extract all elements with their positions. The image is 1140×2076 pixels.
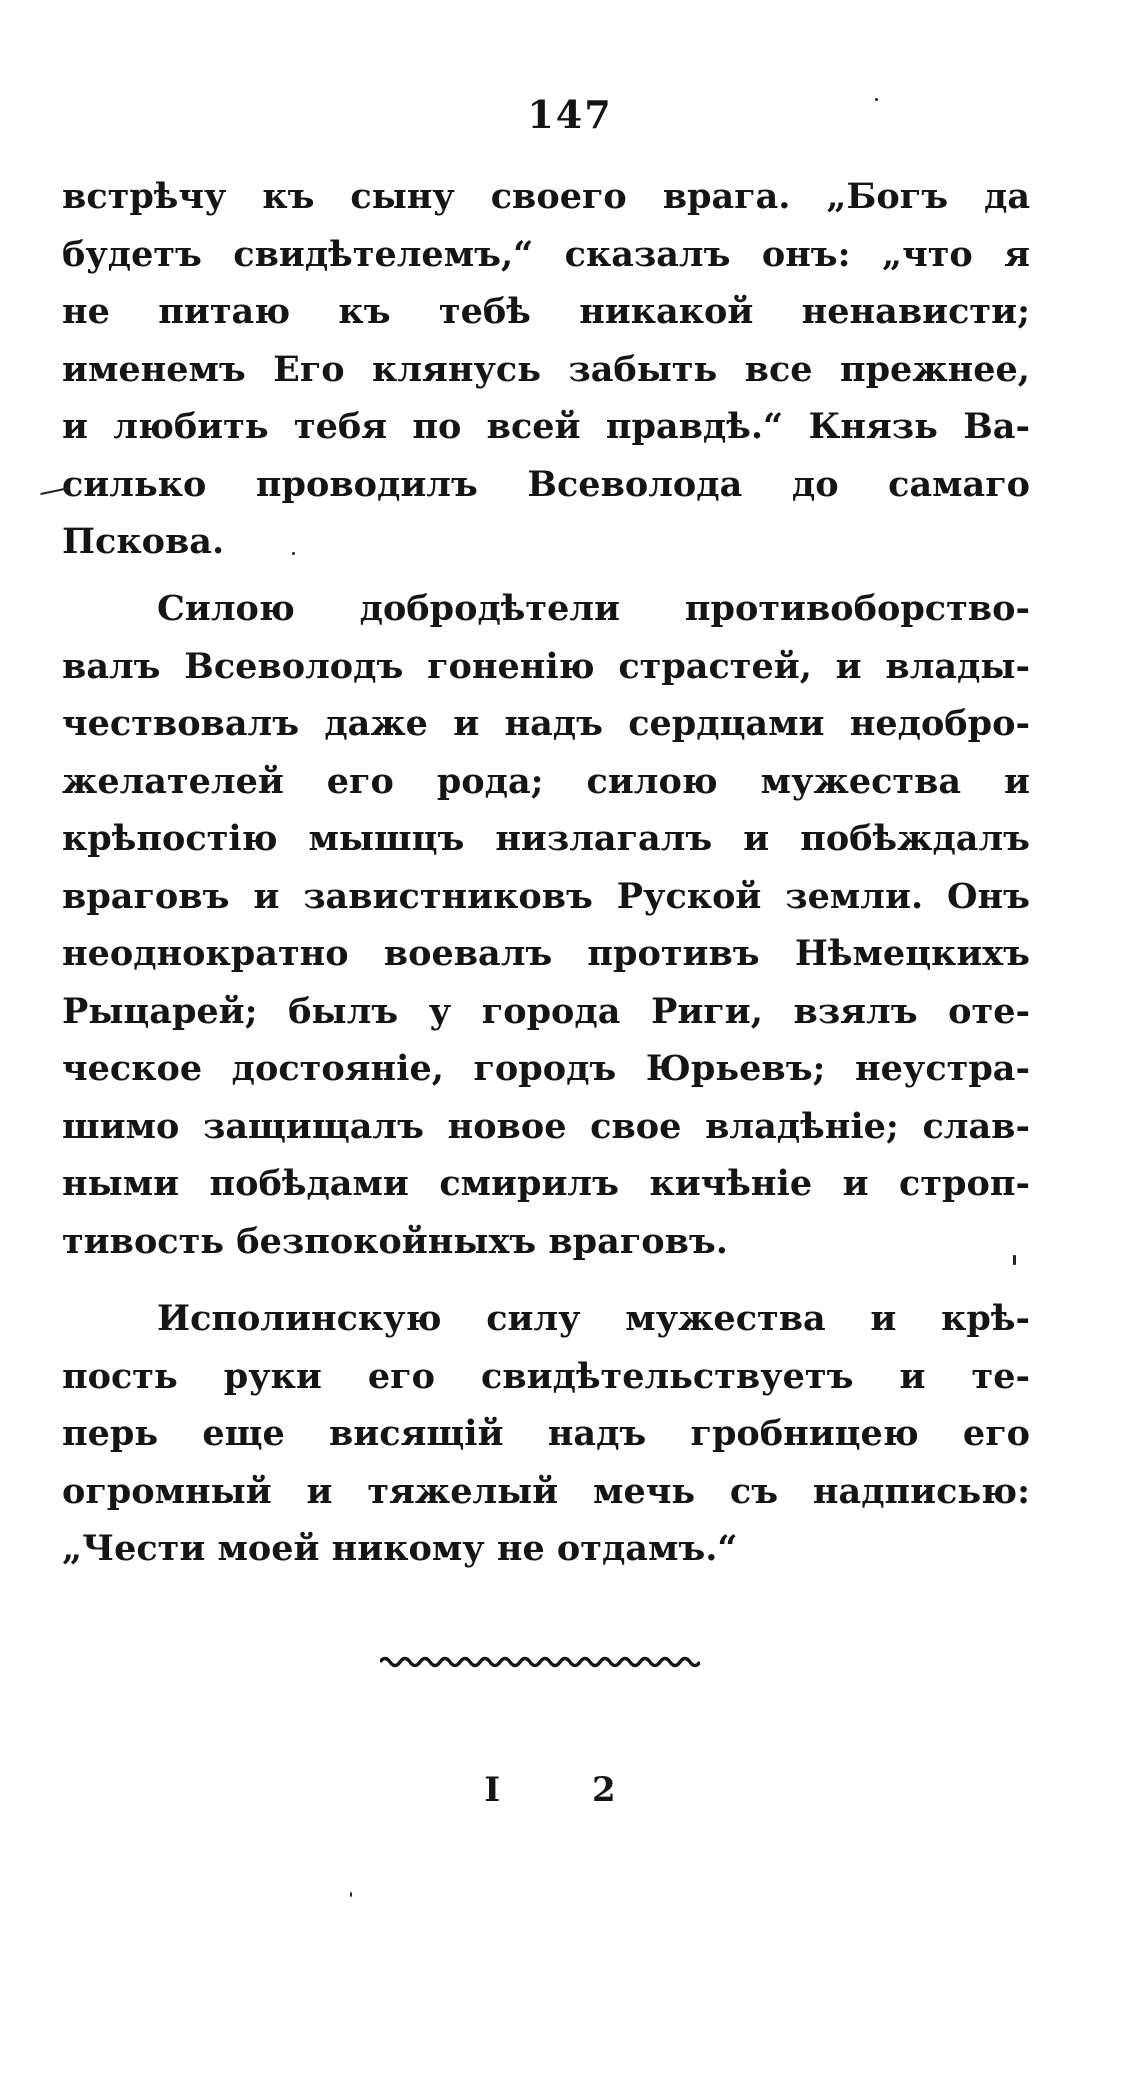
text-line: перь еще висящій надъ гробницею его xyxy=(62,1413,1030,1454)
text-line: и любить тебя по всей правдѣ.“ Князь Ва- xyxy=(62,406,1030,447)
ornamental-wavy-rule xyxy=(380,1655,700,1669)
page-number: 147 xyxy=(527,92,613,137)
text-line: Исполинскую силу мужества и крѣ- xyxy=(157,1298,1030,1339)
paragraph-2 xyxy=(62,580,1030,1270)
text-line: будетъ свидѣтелемъ,“ сказалъ онъ: „что я xyxy=(62,233,1030,275)
text-line: валъ Всеволодъ гоненію страстей, и влады- xyxy=(62,645,1030,687)
text-line: ными побѣдами смирилъ кичѣніе и строп- xyxy=(62,1163,1030,1204)
print-speck xyxy=(1013,1255,1016,1265)
text-line: именемъ Его клянусь забыть все прежнее, xyxy=(62,348,1030,390)
text-line: силько проводилъ Всеволода до самаго xyxy=(62,463,1030,505)
text-line: ческое достояніе, городъ Юрьевъ; неустра- xyxy=(62,1048,1030,1089)
print-speck xyxy=(350,1892,352,1897)
text-line: Пскова. xyxy=(62,521,225,562)
paragraph-1 xyxy=(62,168,1030,571)
text-line: крѣпостію мышцъ низлагалъ и побѣждалъ xyxy=(62,818,1030,859)
text-line: шимо защищалъ новое свое владѣніе; слав- xyxy=(62,1105,1030,1147)
text-line: враговъ и завистниковъ Руской земли. Онъ xyxy=(62,875,1030,917)
text-line: огромный и тяжелый мечь съ надписью: xyxy=(62,1470,1030,1512)
text-line: неоднократно воевалъ противъ Нѣмецкихъ xyxy=(62,933,1030,974)
text-line: встрѣчу къ сыну своего врага. „Богъ да xyxy=(62,176,1030,217)
text-line: желателей его рода; силою мужества и xyxy=(62,760,1030,802)
text-line: пость руки его свидѣтельствуетъ и те- xyxy=(62,1355,1030,1397)
text-line: не питаю къ тебѣ никакой ненависти; xyxy=(62,291,1030,332)
print-speck xyxy=(875,98,878,101)
text-line: Силою добродѣтели противоборство- xyxy=(157,588,1030,629)
signature-mark: I 2 xyxy=(484,1770,656,1810)
paragraph-3 xyxy=(62,1290,1030,1578)
text-line: чествовалъ даже и надъ сердцами недобро- xyxy=(62,703,1030,744)
text-line: тивость безпокойныхъ враговъ. xyxy=(62,1220,728,1262)
text-line: „Чести моей никому не отдамъ.“ xyxy=(62,1528,738,1569)
text-line: Рыцарей; былъ у города Риги, взялъ оте- xyxy=(62,990,1030,1032)
print-speck xyxy=(292,552,295,555)
